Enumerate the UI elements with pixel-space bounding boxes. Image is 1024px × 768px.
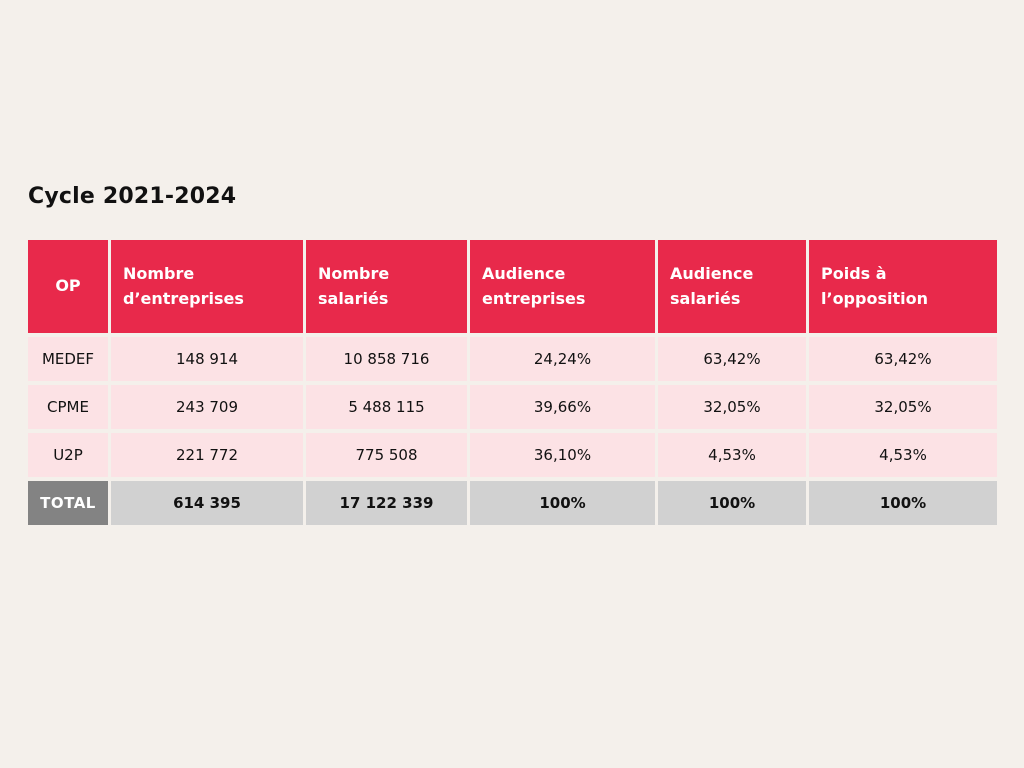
total-cell: 100%	[658, 481, 806, 525]
page-title: Cycle 2021-2024	[28, 184, 237, 209]
table-cell: 4,53%	[809, 433, 997, 477]
row-u2p-label: U2P	[28, 433, 108, 477]
column-header-audience-entreprises: Audience entreprises	[470, 240, 655, 333]
column-header-nombre-salaries: Nombre salariés	[306, 240, 467, 333]
data-table	[28, 240, 997, 525]
table-cell: 10 858 716	[306, 337, 467, 381]
table-cell: 148 914	[111, 337, 303, 381]
table-cell: 39,66%	[470, 385, 655, 429]
column-header-nombre-entreprises: Nombre d’entreprises	[111, 240, 303, 333]
column-header-op: OP	[28, 240, 108, 333]
total-cell: 100%	[470, 481, 655, 525]
total-cell: 100%	[809, 481, 997, 525]
table-cell: 4,53%	[658, 433, 806, 477]
row-medef-label: MEDEF	[28, 337, 108, 381]
table-cell: 775 508	[306, 433, 467, 477]
table-cell: 32,05%	[658, 385, 806, 429]
row-total-label: TOTAL	[28, 481, 108, 525]
total-cell: 614 395	[111, 481, 303, 525]
row-cpme-label: CPME	[28, 385, 108, 429]
table-cell: 63,42%	[658, 337, 806, 381]
table-cell: 243 709	[111, 385, 303, 429]
table-cell: 63,42%	[809, 337, 997, 381]
table-cell: 5 488 115	[306, 385, 467, 429]
total-cell: 17 122 339	[306, 481, 467, 525]
table-cell: 24,24%	[470, 337, 655, 381]
table-cell: 32,05%	[809, 385, 997, 429]
column-header-audience-salaries: Audience salariés	[658, 240, 806, 333]
table-cell: 221 772	[111, 433, 303, 477]
column-header-poids-opposition: Poids à l’opposition	[809, 240, 997, 333]
table-cell: 36,10%	[470, 433, 655, 477]
